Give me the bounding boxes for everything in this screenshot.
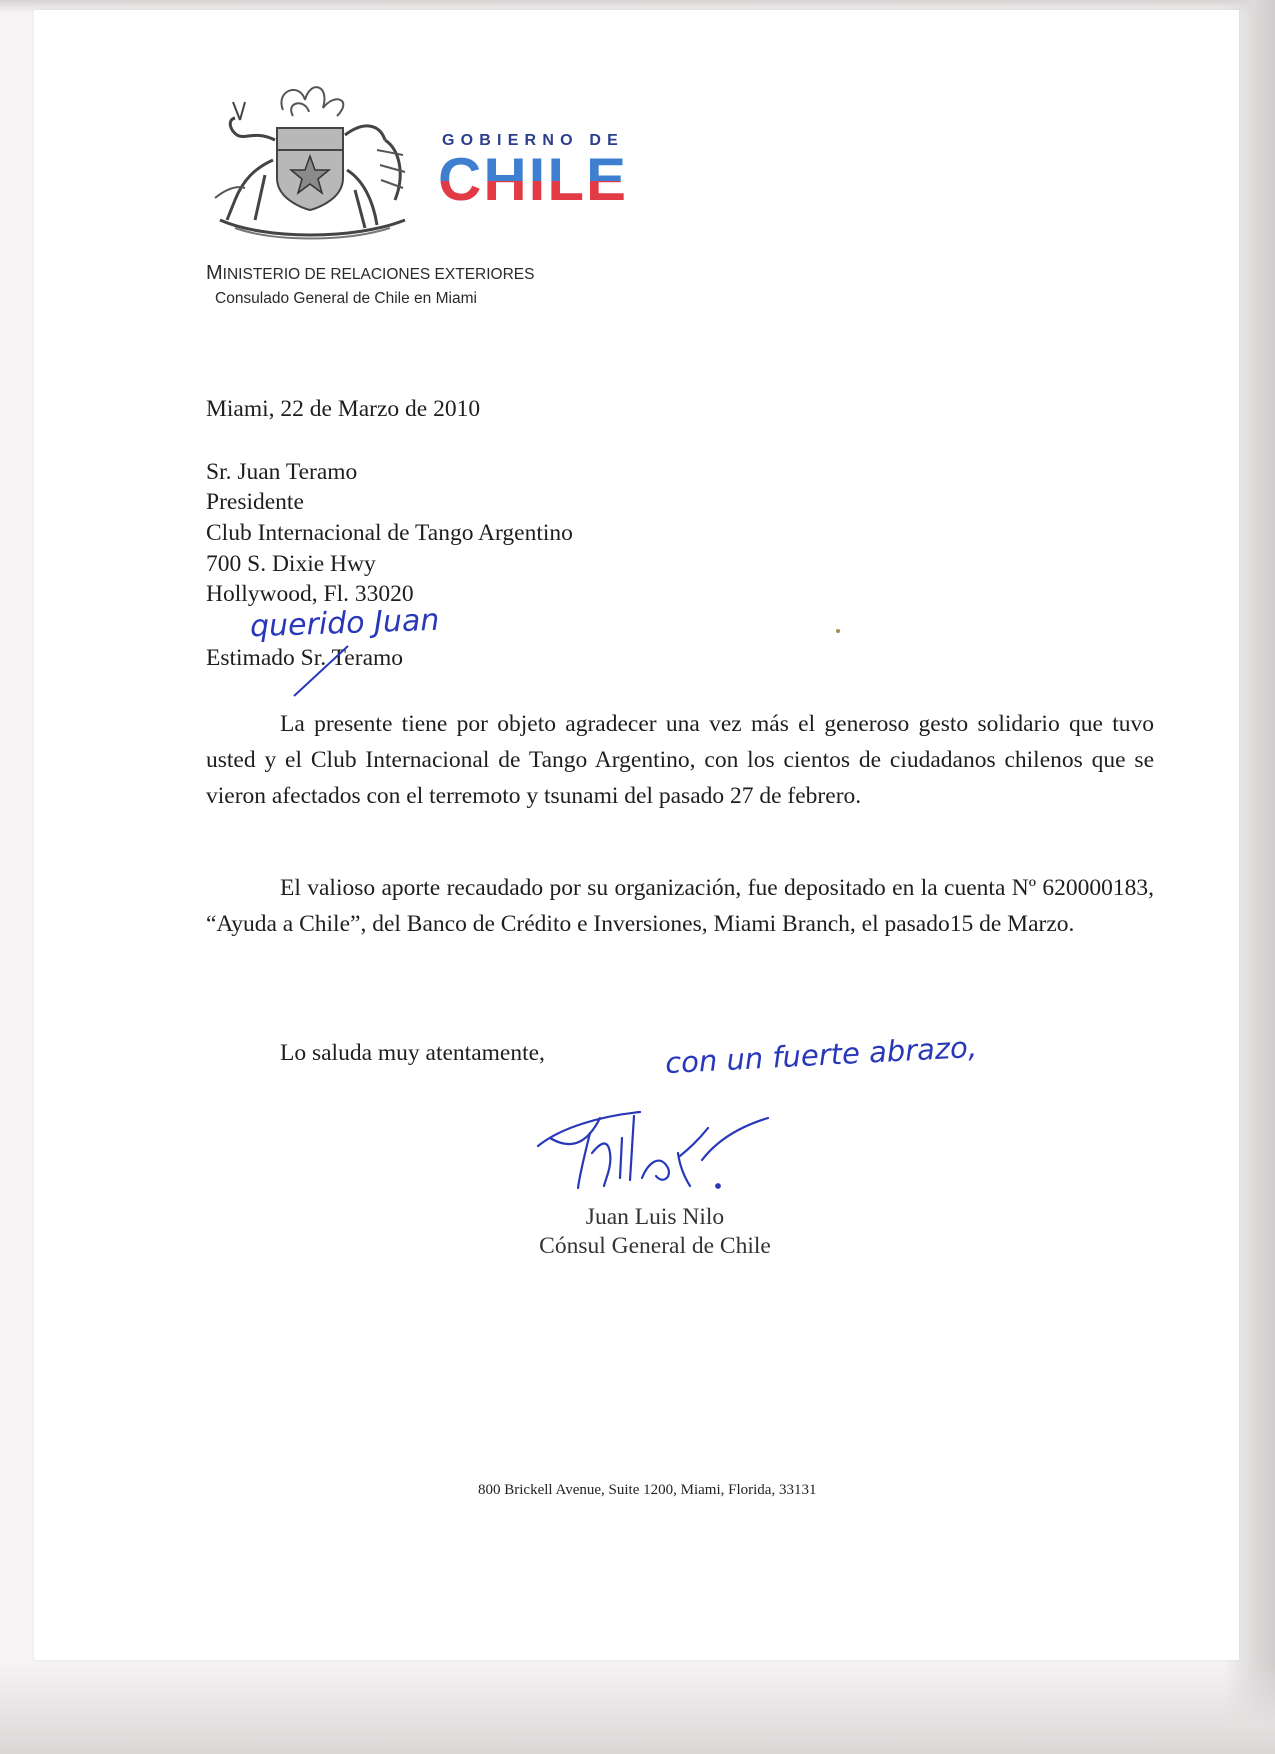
salutation-surname: Teramo	[331, 645, 404, 671]
salutation-prefix: Estimado	[206, 645, 295, 671]
coat-of-arms-icon	[205, 80, 415, 245]
recipient-name: Sr. Juan Teramo	[206, 459, 358, 485]
footer-address: 800 Brickell Avenue, Suite 1200, Miami, Florida, 33131	[478, 1482, 817, 1498]
consulate-name: Consulado General de Chile en Miami	[215, 290, 477, 307]
ministry-name	[206, 262, 534, 285]
body-paragraph-1-text: La presente tiene por objeto agradecer una vez más el generoso gesto solidario que tuvo usted y el Club Internacional de Tango Argentino, con los cientos de ciudadanos chilenos que se vieron afectados con el terremoto y tsunami del pasado 27 de febrero.	[206, 711, 1154, 809]
handwritten-salutation: querido Juan	[249, 602, 440, 645]
body-paragraph-2-text: El valioso aporte recaudado por su organización, fue depositado en la cuenta Nº 620000183, “Ayuda a Chile”, del Banco de Crédito e Inversiones, Miami Branch, el pasado15 de Marzo.	[206, 875, 1154, 937]
handwritten-closing: con un fuerte abrazo,	[664, 1029, 978, 1081]
recipient-title: Presidente	[206, 489, 304, 515]
recipient-organization: Club Internacional de Tango Argentino	[206, 520, 573, 546]
strike-through-mark	[286, 640, 366, 700]
ministry-initial: M	[206, 262, 223, 284]
letter-page	[34, 10, 1239, 1660]
closing-text: Lo saluda muy atentamente,	[280, 1040, 545, 1066]
recipient-street: 700 S. Dixie Hwy	[206, 551, 376, 577]
government-country-logo: CHILE	[438, 146, 628, 213]
handwritten-signature	[530, 1098, 800, 1198]
scan-edge-bottom	[0, 1659, 1275, 1754]
letter-date: Miami, 22 de Marzo de 2010	[206, 396, 481, 422]
government-prefix: GOBIERNO DE	[442, 132, 624, 149]
body-paragraph-1	[206, 706, 1154, 814]
signer-name: Juan Luis Nilo	[585, 1204, 725, 1230]
scan-speck	[836, 629, 840, 633]
salutation-struck-title: Sr.	[300, 645, 327, 671]
ministry-rest: INISTERIO DE RELACIONES EXTERIORES	[222, 266, 535, 283]
recipient-city: Hollywood, Fl. 33020	[206, 581, 414, 607]
signer-title: Cónsul General de Chile	[539, 1233, 771, 1259]
body-paragraph-2	[206, 870, 1154, 942]
